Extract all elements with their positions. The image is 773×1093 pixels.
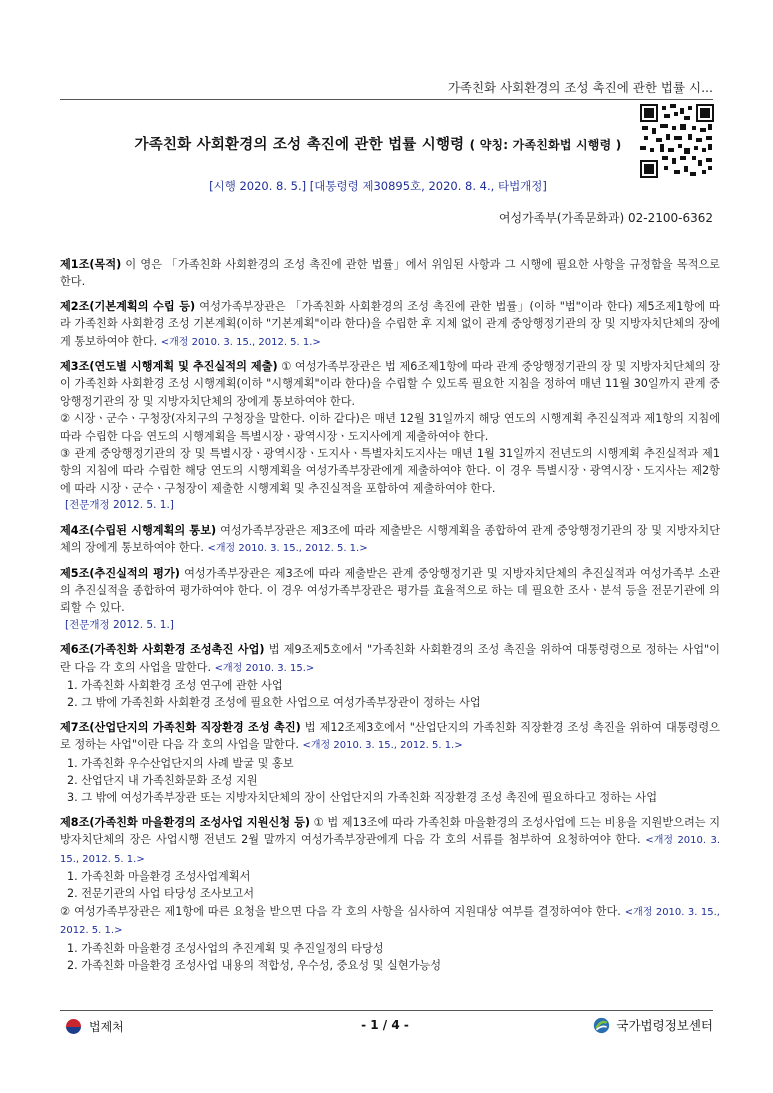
article-heading: 제8조(가족친화 마을환경의 조성사업 지원신청 등) bbox=[60, 815, 310, 829]
article-heading: 제5조(추진실적의 평가) bbox=[60, 566, 180, 580]
law-center-logo-icon bbox=[593, 1017, 610, 1034]
article-text: ① 여성가족부장관은 법 제6조제1항에 따라 관계 중앙행정기관의 장 및 지방자치단체의 장이 가족친화 사회환경 조성 시행계획(이하 "시행계획"이라 한다)을 수립할 수 있도록 필요한 지침을 정하여 매년 11월 30일까지 관계 중앙행정기관의 장 및 지방자치단체의 장에게 통보하여야 한다. bbox=[60, 360, 720, 408]
list-item: 2. 가족친화 마을환경 조성사업 내용의 적합성, 우수성, 중요성 및 실현가능성 bbox=[67, 959, 442, 973]
qr-code-icon bbox=[640, 104, 714, 178]
article-text: 이 영은 「가족친화 사회환경의 조성 촉진에 관한 법률」에서 위임된 사항과 그 시행에 필요한 사항을 규정함을 목적으로 한다. bbox=[60, 258, 720, 289]
title-main: 가족친화 사회환경의 조성 촉진에 관한 법률 시행령 bbox=[134, 137, 465, 153]
article-text: 법 제12조제3호에서 "산업단지의 가족친화 직장환경 조성 촉진을 위하여 대통령령으로 정하는 사업"이란 다음 각 호의 사업을 말한다. bbox=[60, 720, 720, 752]
article-text: 여성가족부장관은 「가족친화 사회환경의 조성 촉진에 관한 법률」(이하 "법"이라 한다) 제5조제1항에 따라 가족친화 사회환경 조성 기본계획(이하 "기본계획"이라 한다)을 수립한 후 지체 없이 관계 중앙행정기관의 장 및 지방자치단체의 장에게 통보하여야 한다. bbox=[60, 299, 720, 348]
paragraph-3: ③ 관계 중앙행정기관의 장 및 특별시장ㆍ광역시장ㆍ도지사ㆍ특별자치도지사는 매년 1월 31일까지 전년도의 시행계획 추진실적과 제1항의 지침에 따라 수립한 해당 연도의 시행계획을 여성가족부장관에게 제출하여야 한다. 이 경우 특별시장ㆍ광역시장ㆍ도지사는 제2항에 따라 시장ㆍ군수ㆍ구청장이 제출한 시행계획 및 추진실적을 포함하여 제출하여야 한다. bbox=[60, 447, 720, 495]
paragraph-2: ② 여성가족부장관은 제1항에 따른 요청을 받으면 다음 각 호의 사항을 심사하여 지원대상 여부를 결정하여야 한다. bbox=[60, 904, 621, 918]
paragraph-2: ② 시장ㆍ군수ㆍ구청장(자치구의 구청장을 말한다. 이하 같다)은 매년 12월 31일까지 해당 연도의 시행계획 추진실적과 제1항의 지침에 따라 수립한 다음 연도의 시행계획을 특별시장ㆍ광역시장ㆍ도지사에게 제출하여야 한다. bbox=[60, 412, 720, 443]
revision-note[interactable]: [전문개정 2012. 5. 1.] bbox=[65, 499, 174, 512]
footer-left bbox=[66, 1018, 124, 1035]
article-text: 여성가족부장관은 제3조에 따라 제출받은 관계 중앙행정기관 및 지방자치단체의 추진실적과 여성가족부 소관의 추진실적을 종합하여 평가하여야 한다. 이 경우 여성가족부장관은 평가를 효율적으로 하는 데 필요한 조사ㆍ분석 등을 전문기관에 의뢰할 수 있다. bbox=[60, 566, 720, 615]
article-text: ① 법 제13조에 따라 가족친화 마을환경의 조성사업에 드는 비용을 지원받으려는 지방자치단체의 장은 사업시행 전년도 2월 말까지 여성가족부장관에게 다음 각 호의 서류를 첨부하여 요청하여야 한다. bbox=[60, 815, 720, 847]
article-1 bbox=[60, 256, 720, 291]
article-text: 법 제9조제5호에서 "가족친화 사회환경의 조성 촉진을 위하여 대통령령으로 정하는 사업"이란 다음 각 호의 사업을 말한다. bbox=[60, 643, 720, 674]
articles-body bbox=[60, 256, 720, 981]
list-item: 3. 그 밖에 여성가족부장관 또는 지방자치단체의 장이 산업단지의 가족친화 직장환경 조성 촉진에 필요하다고 정하는 사업 bbox=[67, 791, 658, 805]
article-heading: 제2조(기본계획의 수립 등) bbox=[60, 299, 196, 313]
article-8 bbox=[60, 814, 720, 975]
article-heading: 제3조(연도별 시행계획 및 추진실적의 제출) bbox=[60, 360, 278, 374]
article-2 bbox=[60, 298, 720, 351]
ministry-contact: 여성가족부(가족문화과) 02-2100-6362 bbox=[498, 211, 713, 225]
enactment-info[interactable]: [시행 2020. 8. 5.] [대통령령 제30895호, 2020. 8. 4., 타법개정] bbox=[209, 179, 547, 193]
revision-note[interactable]: [전문개정 2012. 5. 1.] bbox=[65, 618, 174, 631]
article-heading: 제6조(가족친화 사회환경 조성촉진 사업) bbox=[60, 643, 265, 657]
footer-left-label: 법제처 bbox=[89, 1020, 124, 1034]
list-item: 1. 가족친화 사회환경 조성 연구에 관한 사업 bbox=[67, 678, 283, 692]
title-abbreviation: ( 약칭: 가족친화법 시행령 ) bbox=[469, 138, 622, 152]
page-number: - 1 / 4 - bbox=[361, 1018, 409, 1032]
amendment-note[interactable]: <개정 2010. 3. 15.> bbox=[214, 662, 315, 674]
article-7 bbox=[60, 719, 720, 807]
list-item: 2. 그 밖에 가족친화 사회환경 조성에 필요한 사업으로 여성가족부장관이 정하는 사업 bbox=[67, 696, 481, 710]
amendment-note[interactable]: <개정 2010. 3. 15., 2012. 5. 1.> bbox=[207, 543, 368, 555]
list-item: 1. 가족친화 마을환경 조성사업계획서 bbox=[67, 870, 251, 883]
running-header: 가족친화 사회환경의 조성 촉진에 관한 법률 시... bbox=[447, 80, 713, 95]
article-6 bbox=[60, 641, 720, 712]
footer-divider bbox=[60, 1010, 713, 1011]
header-divider bbox=[60, 99, 713, 100]
article-heading: 제7조(산업단지의 가족친화 직장환경 조성 촉진) bbox=[60, 720, 301, 734]
list-item: 1. 가족친화 우수산업단지의 사례 발굴 및 홍보 bbox=[67, 756, 294, 770]
list-item: 2. 전문기관의 사업 타당성 조사보고서 bbox=[67, 887, 255, 901]
article-heading: 제4조(수립된 시행계획의 통보) bbox=[60, 523, 217, 537]
list-item: 2. 산업단지 내 가족친화문화 조성 지원 bbox=[67, 773, 258, 787]
amendment-note[interactable]: <개정 2010. 3. 15., 2012. 5. 1.> bbox=[60, 835, 721, 865]
article-3 bbox=[60, 358, 720, 515]
list-item: 1. 가족친화 마을환경 조성사업의 추진계획 및 추진일정의 타당성 bbox=[67, 941, 384, 955]
article-heading: 제1조(목적) bbox=[60, 258, 122, 271]
document-title bbox=[118, 135, 638, 155]
footer-right bbox=[593, 1016, 713, 1034]
amendment-note[interactable]: <개정 2010. 3. 15., 2012. 5. 1.> bbox=[160, 336, 321, 348]
article-text: 여성가족부장관은 제3조에 따라 제출받은 시행계획을 종합하여 관계 중앙행정기관의 장 및 지방자치단체의 장에게 통보하여야 한다. bbox=[60, 523, 720, 555]
article-4 bbox=[60, 522, 720, 558]
amendment-note[interactable]: <개정 2010. 3. 15., 2012. 5. 1.> bbox=[60, 906, 720, 937]
amendment-note[interactable]: <개정 2010. 3. 15., 2012. 5. 1.> bbox=[302, 740, 463, 752]
government-emblem-icon bbox=[66, 1019, 81, 1034]
article-5 bbox=[60, 565, 720, 635]
footer-right-label: 국가법령정보센터 bbox=[616, 1018, 713, 1033]
